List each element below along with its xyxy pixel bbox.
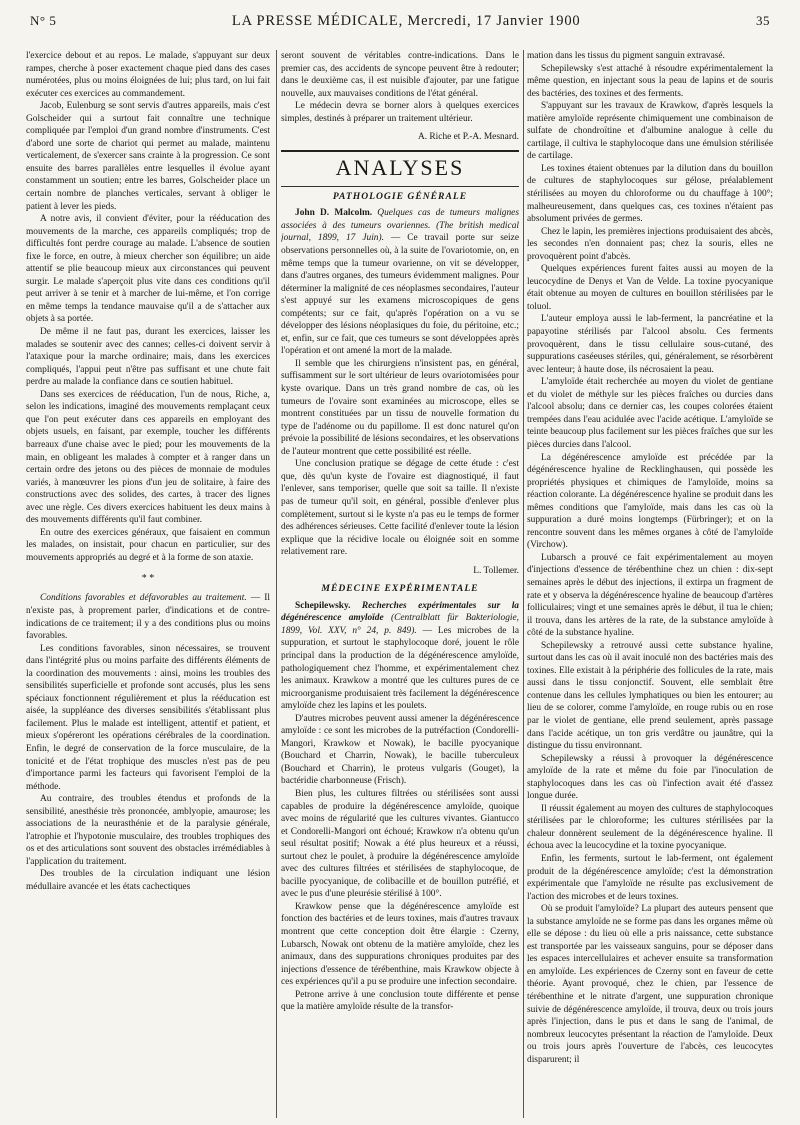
paragraph: Au contraire, des troubles étendus et profonds de la sensibilité, anesthésie très prononcée, amblyopie, amaurose; les associations de la neurasthénie et de la paralysie générale, l'atrophie et l'hypotonie musculaire, des troubles trophiques des os et des articulations sont souvent des obstacles irrémédiables à l'application du traitement. bbox=[26, 794, 270, 867]
section-separator: * * bbox=[141, 573, 155, 585]
abstract-title: Quelques cas de tumeurs malignes associées à des tumeurs ovariennes. bbox=[281, 208, 519, 231]
abstract-author: Schepilewsky. bbox=[295, 600, 351, 611]
column-divider bbox=[276, 50, 277, 1118]
column-divider bbox=[523, 50, 524, 1118]
paragraph: Jacob, Eulenburg se sont servis d'autres appareils, mais c'est Golscheider qui a surtout fait connaître une technique compliquée par l'emploi d'un grand nombre d'instruments. C'est d'abord une sorte de chariot qui permet au malade, maintenu verticalement, de s'exercer sans crainte à la progression. Ce sont ensuite des barres parallèles entre lesquelles il évolue ayant constamment un soutien; entre les barres, Golscheider place un certain nombre de planches verticales, servant à obliger le patient à lever les pieds. bbox=[26, 101, 270, 212]
paragraph: En outre des exercices généraux, que faisaient en commun les malades, on insistait, pour chacun en particulier, sur des mouvements appropriés au degré et à la forme de son ataxie. bbox=[26, 527, 270, 563]
paragraph-text: — Il n'existe pas, à proprement parler, d'indications et de contre-indications de ce traitement; il y a des conditions plus ou moins favorables. bbox=[26, 593, 270, 642]
abstract-title: Recherches expérimentales sur la dégénérescence amyloïde bbox=[281, 600, 519, 624]
paragraph: Schepilewsky a retrouvé aussi cette substance hyaline, surtout dans les cas où il avait inoculé non des bactéries mais des toxines. Elle existait à la périphérie des follicules de la rate, mais aussi dans le tissu conjonctif. Souvent, elle semblait être contenue dans les cellules lymphatiques ou bien les entourer; au lieu de se colorer, comme l'amyloïde, en rouge rubis ou en rose par le violet de gentiane, elle prend seulement, après passage dans l'acide acétique, un ton gris verdâtre ou jaunâtre, qui la distingue du tissu environnant. bbox=[527, 640, 773, 752]
paragraph: Dans ses exercices de rééducation, l'un de nous, Riche, a, selon les indications, imaginé des mouvements remplaçant ceux que l'on peut exécuter dans ces appareils en employant des objets usuels, en faisant, par exemple, toucher les différents barreaux d'une chaise avec le pied; pour les mouvements de la main, en obligeant les malades à compter et à ranger dans un certain ordre des jetons ou des pièces de monnaie de modules variés, à manœuvrer les pions d'un jeu de solitaire, à faire des constructions avec des solides, des cartes, à tracer des lignes avec une règle. Ces divers exercices habituent les deux mains à des mouvements différents qu'il faut combiner. bbox=[26, 389, 270, 526]
paragraph: Petrone arrive à une conclusion toute différente et pense que la matière amyloïde résulte de la transfor- bbox=[281, 989, 519, 1013]
column-right bbox=[527, 50, 773, 1118]
section-title: MÉDECINE EXPÉRIMENTALE bbox=[321, 583, 479, 595]
column-middle bbox=[281, 50, 519, 1118]
paragraph: Des troubles de la circulation indiquant une lésion médullaire avancée et les états cachectiques bbox=[26, 869, 270, 892]
running-header bbox=[30, 13, 770, 33]
paragraph: Il réussit également au moyen des cultures de staphylocoques stérilisées par le chloroforme; les cultures stérilisées par la chaleur donnèrent seulement de la dégénérescence hyaline. Il échoua avec la leucocydine et la toxine pyocyanique. bbox=[527, 803, 773, 852]
paragraph: Le médecin devra se borner alors à quelques exercices simples, destinés à préparer un traitement ultérieur. bbox=[281, 101, 519, 124]
paragraph: De même il ne faut pas, durant les exercices, laisser les malades se soutenir avec des cannes; celles-ci doivent servir à l'ataxique pour la marche ordinaire; mais, dans les exercices compliqués, l'appui peut n'être pas suffisant et une chute fait perdre au malade la confiance dans ce soutien habituel. bbox=[26, 327, 270, 388]
paragraph: L'auteur employa aussi le lab-ferment, la pancréatine et la papayotine stérilisés par l'alcool absolu. Ces ferments provoquèrent, dans le tissu cellulaire sous-cutané, des suppurations caséeuses stériles, qui, généralement, se résorbèrent avec lenteur; à haute dose, ils nécrosaient la peau. bbox=[527, 314, 773, 375]
paragraph: D'autres microbes peuvent aussi amener la dégénérescence amyloïde : ce sont les microbes de la putréfaction (Condorelli-Mangori, Krawkow et Nowak), le bacille pyocyanique (Bouchard et Charrin, Nowak), le bacille tuberculeux (Bouchard et Charrin), le proteus vulgaris (Gouget), la bactéridie charbonneuse (Frisch). bbox=[281, 713, 519, 787]
abstract-text: — Ce travail porte sur seize observations personnelles où, à la suite de l'ovariotomie, on, en même temps que la tumeur ovarienne, on vit se développer, dans d'autres organes, des tumeurs évidemment malignes. Pour déterminer la malignité de ces néoplasmes secondaires, l'auteur s'est appuyé sur les examens microscopiques de gens compétents; sur ce fait, qu'après l'opération on a vu se développer des lésions néoplasiques du foie, du péritoine, etc.; et, enfin, sur ce fait, que ces tumeurs se sont développées après l'opération et ont amené la mort de la malade. bbox=[281, 233, 519, 357]
page-number-right: 35 bbox=[756, 13, 770, 28]
divider bbox=[281, 186, 519, 187]
divider bbox=[281, 150, 519, 152]
paragraph: Lubarsch a prouvé ce fait expérimentalement au moyen d'injections d'essence de térébenthine chez un chien : dix-sept semaines après le début des injections, il extirpa un fragment de rate et y observa la dégénérescence hyaline de beaucoup d'artères folliculaires; vingt et une semaines après le début, il tua le chien; il trouva, dans les artères de la rate, de la substance amyloïde à côté de la substance hyaline. bbox=[527, 552, 773, 639]
paragraph: Bien plus, les cultures filtrées ou stérilisées sont aussi capables de produire la dégénérescence amyloïde, quoique avec moins de régularité que les cultures vivantes. Giantucco et Condorelli-Mangori ont échoué; Krawkow n'a obtenu qu'un seul résultat positif; Nowak a été plus heureux et a réussi, surtout chez le poulet, à produire la dégénérescence amyloïde avec des cultures filtrées et stérilisées de staphylocoque, de bacille pyocyanique, de colibacille et de bouillon putréfié, et avec le pus d'une pleurésie stérilisé à 100°. bbox=[281, 788, 519, 900]
page-number-left: N° 5 bbox=[30, 13, 57, 28]
abstract-paragraph bbox=[281, 600, 519, 713]
analyses-heading: ANALYSES bbox=[335, 154, 465, 180]
author-signature: A. Riche et P.-A. Mesnard. bbox=[417, 132, 519, 143]
paragraph: Krawkow pense que la dégénérescence amyloïde est fonction des bactéries et de leurs toxines, mais d'autres travaux montrent que cette conception doit être élargie : Czerny, Lubarsch, Nowak ont obtenu de la matière amyloïde, chez les animaux, dans des suppurations chroniques produites par des injections d'essence de térébenthine, mais Krawkow objecte à ces expériences qu'il a pu se produire une infection secondaire. bbox=[281, 901, 519, 988]
publication-title: LA PRESSE MÉDICALE bbox=[231, 13, 399, 29]
abstract-text: — Les microbes de la suppuration, et surtout le staphylocoque doré, jouent le rôle principal dans la production de la dégénérescence amyloïde, pathologiquement chez l'homme, et expérimentalement chez les animaux. Krawkow a montré que les cultures pures de ce microorganisme produisaient très facilement la dégénérescence amyloïde chez les lapins et les poulets. bbox=[281, 625, 519, 712]
paragraph: A notre avis, il convient d'éviter, pour la rééducation des mouvements de la marche, ces appareils compliqués; trop de difficultés font perdre courage au malade. L'absence de soutien fixe le force, en outre, à mieux chercher son équilibre; un aide attentif se plie beaucoup mieux aux circonstances qui peuvent surgir. Le malade s'aperçoit plus vite dans ces conditions qu'il peut arriver à se tenir et à marcher de lui-même, et l'on corrige en même temps la tendance mauvaise qu'il a de s'attacher aux objets à sa portée. bbox=[26, 214, 270, 325]
paragraph: S'appuyant sur les travaux de Krawkow, d'après lesquels la matière amyloïde représente chimiquement une combinaison de sulfate de chondroïtine et d'albumine analogue à celle du cartilage, il cultiva le staphylocoque dans une émulsion stérilisée de cartilage. bbox=[527, 101, 773, 162]
section-title: PATHOLOGIE GÉNÉRALE bbox=[332, 190, 468, 202]
paragraph: Schepilewsky a réussi à provoquer la dégénérescence amyloïde de la rate et même du foie par l'inoculation de staphylocoques dans les cas où l'infection avait été d'assez longue durée. bbox=[527, 753, 773, 802]
publication-title-line bbox=[232, 13, 581, 30]
reviewer-signature: L. Tollemer. bbox=[473, 565, 519, 576]
section-paragraph bbox=[26, 592, 270, 642]
column-left bbox=[26, 50, 270, 1118]
paragraph: Schepilewsky s'est attaché à résoudre expérimentalement la même question, en injectant sous la peau de lapins et de souris des bactéries, des toxines et des ferments. bbox=[527, 63, 773, 99]
abstract-author: John D. Malcolm. bbox=[295, 208, 373, 219]
section-heading: Conditions favorables et défavorables au traitement. bbox=[40, 593, 247, 604]
paragraph: L'amyloïde était recherchée au moyen du violet de gentiane et du violet de méthyle sur les pièces fraîches ou durcies dans l'alcool absolu; dans ce dernier cas, les coupes colorées étaient trempées dans l'eau acidulée avec l'acide acétique. L'amyloïde se teinte beaucoup plus facilement sur les pièces fraîches que sur les pièces durcies dans l'alcool. bbox=[527, 377, 773, 450]
paragraph: Il semble que les chirurgiens n'insistent pas, en général, suffisamment sur le sort ultérieur de leurs ovariotomisées pour kyste ovarique. Dans un très grand nombre de cas, où les tumeurs de l'ovaire sont examinées au microscope, elles se montrent constituées par un tissu de nouvelle formation du type de l'adénome ou du papillome. Il est donc naturel qu'on prévoie la possibilité de lésions secondaires, et les observations de l'auteur montrent que cette possibilité est réelle. bbox=[281, 358, 519, 457]
paragraph: Une conclusion pratique se dégage de cette étude : c'est que, dès qu'un kyste de l'ovaire est diagnostiqué, il faut l'enlever, sans temporiser, quelle que soit sa taille. Il n'existe pas de tumeur qu'il soit, en général, possible d'enlever plus complètement, surtout si le kyste n'a pas eu le temps de former des adhérences sérieuses. Cette facilité d'enlever toute la lésion explique que la récidive locale ou éloignée soit en somme relativement rare. bbox=[281, 459, 519, 558]
abstract-source: (Centralblatt für Bakteriologie, 1899, Vol. XXV, n° 24, p. 849). bbox=[281, 613, 519, 636]
issue-date: , Mercredi, 17 Janvier 1900 bbox=[398, 13, 581, 29]
paragraph: Où se produit l'amyloïde? La plupart des auteurs pensent que la substance amyloïde ne se forme pas dans les organes même où elle se dépose : du lieu où elle a pris naissance, cette substance est transportée par les vaisseaux sanguins, pour se déposer dans les espaces intercellulaires et achever ensuite sa transformation en amyloïde. Les expériences de Czerny sont en faveur de cette théorie. Ayant provoqué, chez le chien, par l'essence de térébenthine et le nitrate d'argent, une suppuration chronique suivie de dégénérescence amyloïde, il trouva, deux ou trois jours après l'injection, dans le pus et dans le sang de l'animal, de nombreux leucocytes présentant la réaction de l'amyloïde. Deux ou trois jours après l'ouverture de l'abcès, ces leucocytes disparurent; il bbox=[527, 904, 773, 1065]
abstract-source: (The british medical journal, 1899, 17 Juin). bbox=[281, 220, 519, 244]
paragraph: La dégénérescence amyloïde est précédée par la dégénérescence hyaline de Recklinghausen, qui possède les propriétés physiques et chimiques de l'amyloïde, moins sa réaction colorante. La dégénérescence hyaline se produit dans les mêmes conditions que l'amyloïde, mais dans les cas où la suppuration a duré moins longtemps (Fürbringer); et on la rencontre souvent dans les mêmes organes à côté de l'amyloïde (Virchow). bbox=[527, 452, 773, 551]
paragraph: Quelques expériences furent faites aussi au moyen de la leucocydine de Denys et Van de Velde. La toxine pyocyanique était obtenue au moyen de cultures en bouillon stérilisées par le toluol. bbox=[527, 264, 773, 312]
paragraph: Les toxines étaient obtenues par la dilution dans du bouillon de cultures de staphylocoques sur gélose, préalablement stérilisées au moyen du chloroforme ou du chauffage à 100°; malheureusement, dans quelques cas, ces toxines n'étaient pas absolument privées de germes. bbox=[527, 163, 773, 225]
paragraph: l'exercice debout et au repos. Le malade, s'appuyant sur deux rampes, cherche à poser exactement chaque pied dans des cases numérotées, plus ou moins éloignées de lui; plus tard, on lui fait exécuter ces exercices au commandement. bbox=[26, 51, 270, 99]
paragraph: mation dans les tissus du pigment sanguin extravasé. bbox=[527, 51, 725, 61]
paragraph: Enfin, les ferments, surtout le lab-ferment, ont également produit de la dégénérescence amyloïde; c'est la démonstration expérimentale que l'amyloïde ne résulte pas exclusivement de l'action des microbes et de leurs toxines. bbox=[527, 854, 773, 902]
abstract-paragraph bbox=[281, 207, 519, 358]
paragraph: Les conditions favorables, sinon nécessaires, se trouvent dans l'intégrité plus ou moins parfaite des différents éléments de la coordination des mouvements : ainsi, moins les troubles des sensibilités superficielle et profonde sont accusés, plus les sens spéciaux fonctionnent régulièrement et plus la rééducation est aisée, la suppléance des diverses sensibilités s'établissant plus facilement. Plus le malade est intelligent, attentif et patient, et mieux s'opéreront les opérations cérébrales de la coordination. Enfin, le degré de conservation de la force musculaire, de la tonicité et de l'état trophique des muscles n'est pas de peu d'importance parmi les facteurs qui favorisent l'emploi de la méthode. bbox=[26, 643, 270, 792]
paragraph: seront souvent de véritables contre-indications. Dans le premier cas, des accidents de syncope peuvent être à redouter; dans le deuxième cas, il est nuisible d'ajouter, par une fatigue nouvelle, aux mauvaises conditions de l'état général. bbox=[281, 51, 519, 99]
paragraph: Chez le lapin, les premières injections produisaient des abcès, les secondes n'en donnaient pas; chez la souris, elles ne provoquèrent point d'abcès. bbox=[527, 226, 773, 262]
